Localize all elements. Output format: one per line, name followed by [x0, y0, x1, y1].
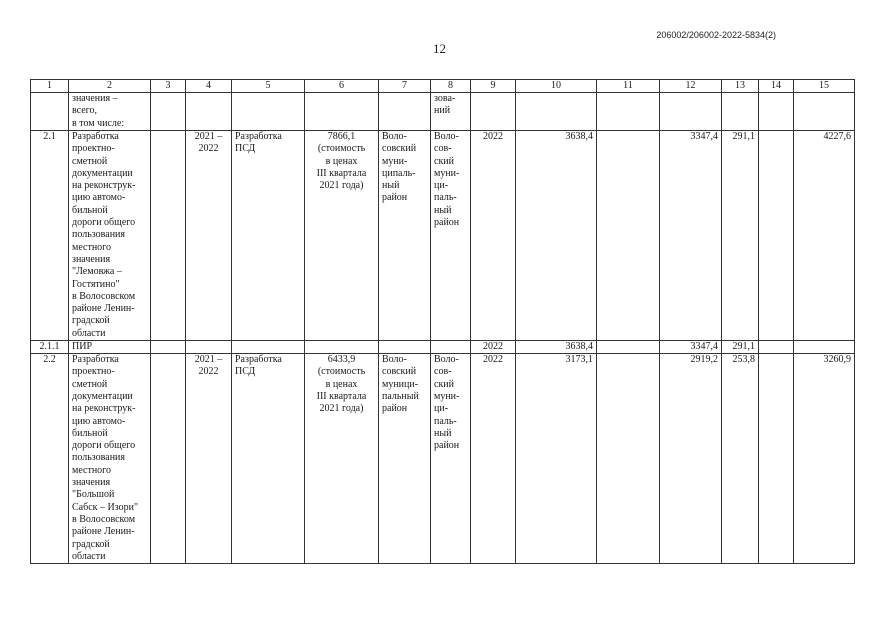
cell-remainder: 3260,9 — [794, 354, 855, 564]
column-number: 10 — [516, 80, 597, 93]
cell — [759, 93, 794, 131]
cell-total: 3173,1 — [516, 354, 597, 564]
cell-remainder: 4227,6 — [794, 131, 855, 341]
column-number: 9 — [471, 80, 516, 93]
column-number: 1 — [31, 80, 69, 93]
cell-regional: 3347,4 — [660, 131, 722, 341]
cell-stage: Разработка ПСД — [232, 354, 305, 564]
cell-year: 2022 — [471, 354, 516, 564]
cell — [151, 93, 186, 131]
column-number: 5 — [232, 80, 305, 93]
cell-remainder — [794, 341, 855, 354]
page-number: 12 — [433, 41, 446, 56]
table-row — [31, 131, 855, 341]
cell-cost: 6433,9 (стоимость в ценах III квартала 2021 года) — [305, 354, 379, 564]
cell-local — [722, 93, 759, 131]
cell-stage: Разработка ПСД — [232, 131, 305, 341]
column-number: 11 — [597, 80, 660, 93]
cell-remainder — [794, 93, 855, 131]
cell-year: 2022 — [471, 341, 516, 354]
cell — [151, 354, 186, 564]
cell — [597, 341, 660, 354]
cell — [597, 131, 660, 341]
cell-num: 2.1 — [31, 131, 69, 341]
table-row — [31, 354, 855, 564]
cell-total: 3638,4 — [516, 341, 597, 354]
cell-owner — [431, 341, 471, 354]
cell-num — [31, 93, 69, 131]
column-number: 15 — [794, 80, 855, 93]
cell-name: Разработка проектно- сметной документации на реконструк- цию автомо- бильной дороги общего пользования местного значения "Большой Сабск – Изори" в Волосовском районе Ленин- градской области — [69, 354, 151, 564]
cell — [151, 341, 186, 354]
cell — [759, 341, 794, 354]
column-number: 14 — [759, 80, 794, 93]
column-number: 13 — [722, 80, 759, 93]
cell-owner: зова- ний — [431, 93, 471, 131]
cell-name: значения – всего, в том числе: — [69, 93, 151, 131]
cell-regional — [660, 93, 722, 131]
column-number: 6 — [305, 80, 379, 93]
data-table — [30, 79, 855, 564]
column-number: 3 — [151, 80, 186, 93]
cell — [759, 131, 794, 341]
cell-cost — [305, 93, 379, 131]
cell-period: 2021 – 2022 — [186, 354, 232, 564]
column-number: 8 — [431, 80, 471, 93]
table-row — [31, 93, 855, 131]
cell-customer — [379, 341, 431, 354]
cell-name: Разработка проектно- сметной документации на реконструк- цию автомо- бильной дороги общего пользования местного значения "Лемовжа – Гостятино" в Волосовском районе Ленин- градской области — [69, 131, 151, 341]
column-number-row — [31, 80, 855, 93]
column-number: 4 — [186, 80, 232, 93]
cell-regional: 2919,2 — [660, 354, 722, 564]
cell-cost — [305, 341, 379, 354]
cell — [151, 131, 186, 341]
cell-num: 2.1.1 — [31, 341, 69, 354]
cell — [597, 93, 660, 131]
cell-owner: Воло- сов- ский муни- ци- паль- ный район — [431, 354, 471, 564]
cell-year — [471, 93, 516, 131]
cell-cost: 7866,1 (стоимость в ценах III квартала 2021 года) — [305, 131, 379, 341]
table-row — [31, 341, 855, 354]
cell — [759, 354, 794, 564]
cell-total: 3638,4 — [516, 131, 597, 341]
cell-customer: Воло- совский муници- пальный район — [379, 354, 431, 564]
cell — [597, 354, 660, 564]
cell-stage — [232, 93, 305, 131]
cell-period: 2021 – 2022 — [186, 131, 232, 341]
cell-stage — [232, 341, 305, 354]
cell-owner: Воло- сов- ский муни- ци- паль- ный район — [431, 131, 471, 341]
column-number: 7 — [379, 80, 431, 93]
document-id: 206002/206002-2022-5834(2) — [656, 30, 776, 40]
cell-year: 2022 — [471, 131, 516, 341]
cell-local: 291,1 — [722, 131, 759, 341]
cell-local: 291,1 — [722, 341, 759, 354]
column-number: 2 — [69, 80, 151, 93]
cell-customer — [379, 93, 431, 131]
cell-period — [186, 341, 232, 354]
cell-total — [516, 93, 597, 131]
cell-name: ПИР — [69, 341, 151, 354]
column-number: 12 — [660, 80, 722, 93]
cell-regional: 3347,4 — [660, 341, 722, 354]
cell-customer: Воло- совский муни- ципаль- ный район — [379, 131, 431, 341]
cell-num: 2.2 — [31, 354, 69, 564]
cell-local: 253,8 — [722, 354, 759, 564]
cell-period — [186, 93, 232, 131]
